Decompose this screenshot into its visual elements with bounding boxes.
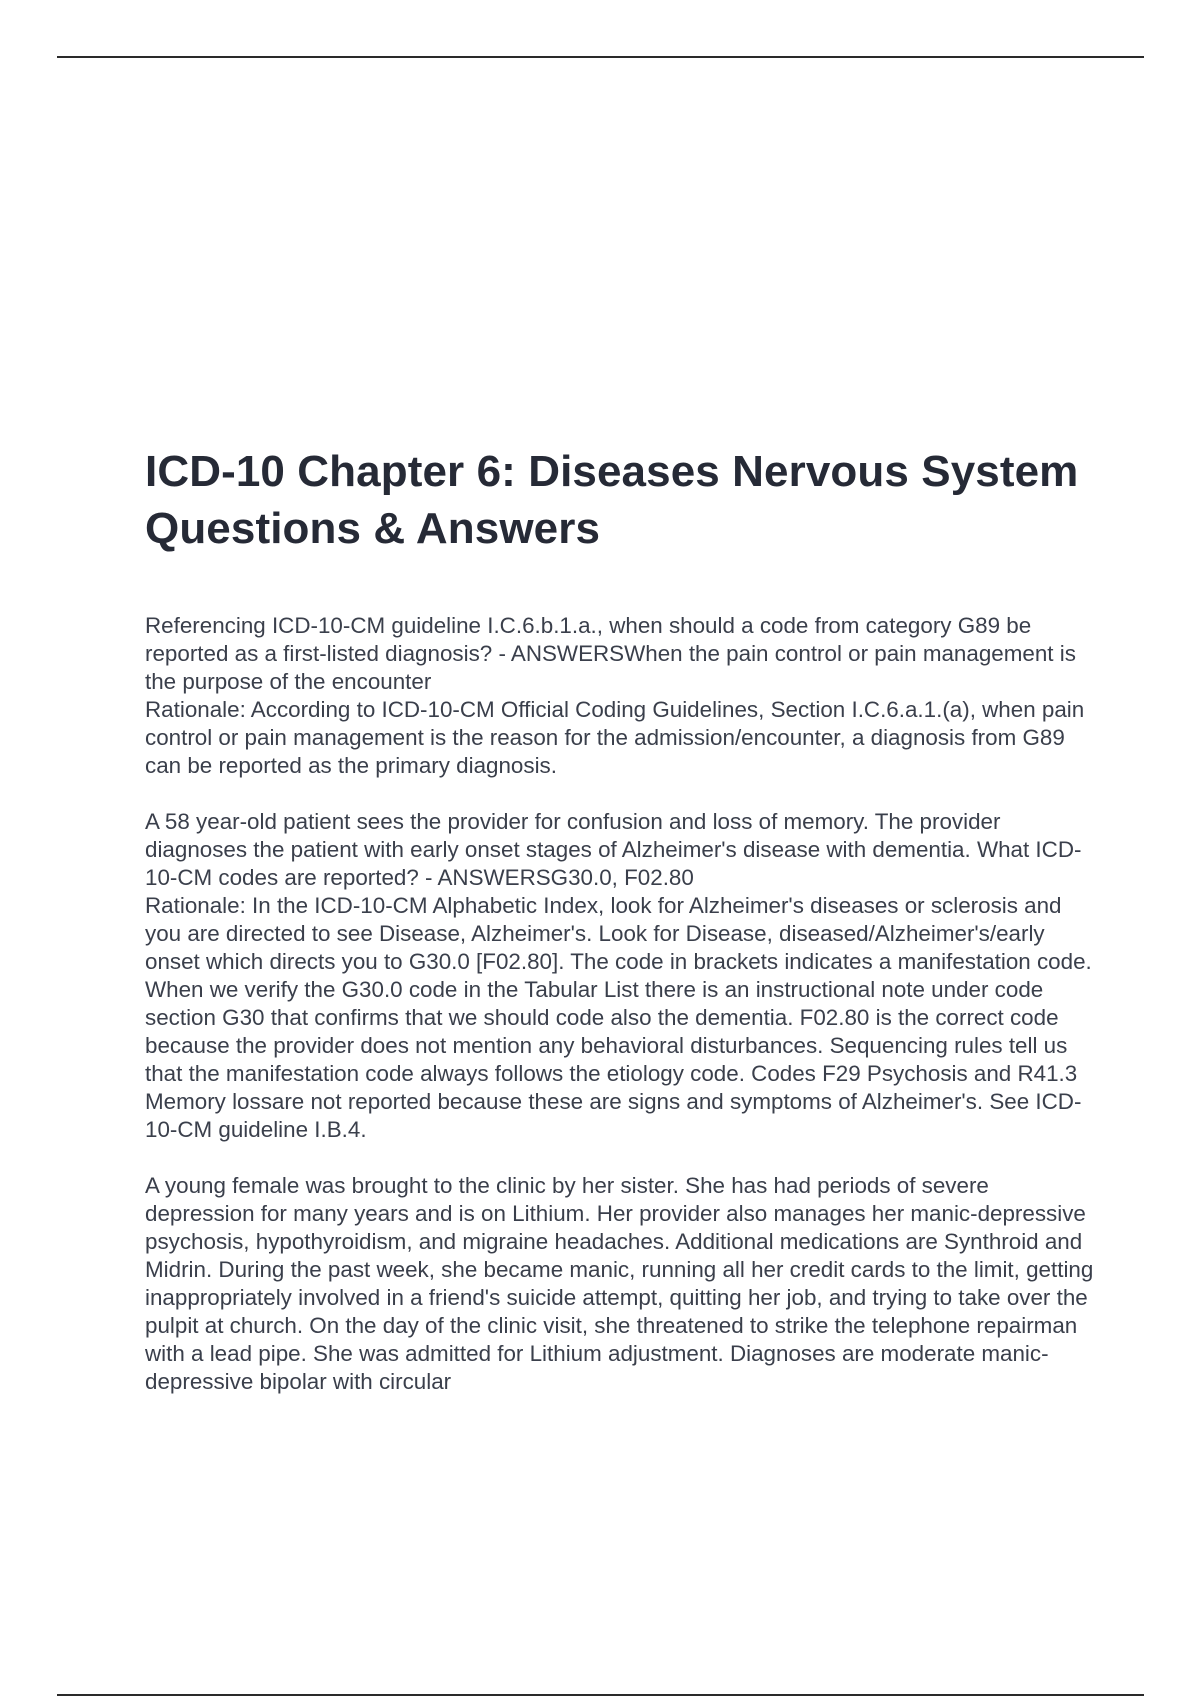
question-1: Referencing ICD-10-CM guideline I.C.6.b.1.a., when should a code from category G89 be reported as a first-listed diagnosis? - ANSWERSWhen the pain control or pain management is the purpose of the encounter — [145, 613, 1076, 694]
document-body — [145, 612, 1095, 1424]
qa-entry-1 — [145, 612, 1095, 780]
rationale-1: Rationale: According to ICD-10-CM Official Coding Guidelines, Section I.C.6.a.1.(a), when pain control or pain management is the reason for the admission/encounter, a diagnosis from G89 can be reported as the primary diagnosis. — [145, 697, 1085, 778]
rationale-2: Rationale: In the ICD-10-CM Alphabetic Index, look for Alzheimer's diseases or sclerosis and you are directed to see Disease, Alzheimer's. Look for Disease, diseased/Alzheimer's/early onset which directs you to G30.0 [F02.80]. The code in brackets indicates a manifestation code. When we verify the G30.0 code in the Tabular List there is an instructional note under code section G30 that confirms that we should code also the dementia. F02.80 is the correct code because the provider does not mention any behavioral disturbances. Sequencing rules tell us that the manifestation code always follows the etiology code. Codes F29 Psychosis and R41.3 Memory lossare not reported because these are signs and symptoms of Alzheimer's. See ICD-10-CM guideline I.B.4. — [145, 893, 1092, 1142]
top-rule — [57, 56, 1144, 58]
bottom-rule — [57, 1694, 1144, 1696]
question-3: A young female was brought to the clinic by her sister. She has had periods of severe depression for many years and is on Lithium. Her provider also manages her manic-depressive psychosis, hypothyroidism, and migraine headaches. Additional medications are Synthroid and Midrin. During the past week, she became manic, running all her credit cards to the limit, getting inappropriately involved in a friend's suicide attempt, quitting her job, and trying to take over the pulpit at church. On the day of the clinic visit, she threatened to strike the telephone repairman with a lead pipe. She was admitted for Lithium adjustment. Diagnoses are moderate manic-depressive bipolar with circular — [145, 1173, 1094, 1394]
page-title: ICD-10 Chapter 6: Diseases Nervous System Questions & Answers — [145, 447, 1079, 553]
qa-entry-3 — [145, 1172, 1095, 1396]
qa-entry-2 — [145, 808, 1095, 1144]
question-2: A 58 year-old patient sees the provider for confusion and loss of memory. The provider diagnoses the patient with early onset stages of Alzheimer's disease with dementia. What ICD-10-CM codes are reported? - ANSWERSG30.0, F02.80 — [145, 809, 1082, 890]
